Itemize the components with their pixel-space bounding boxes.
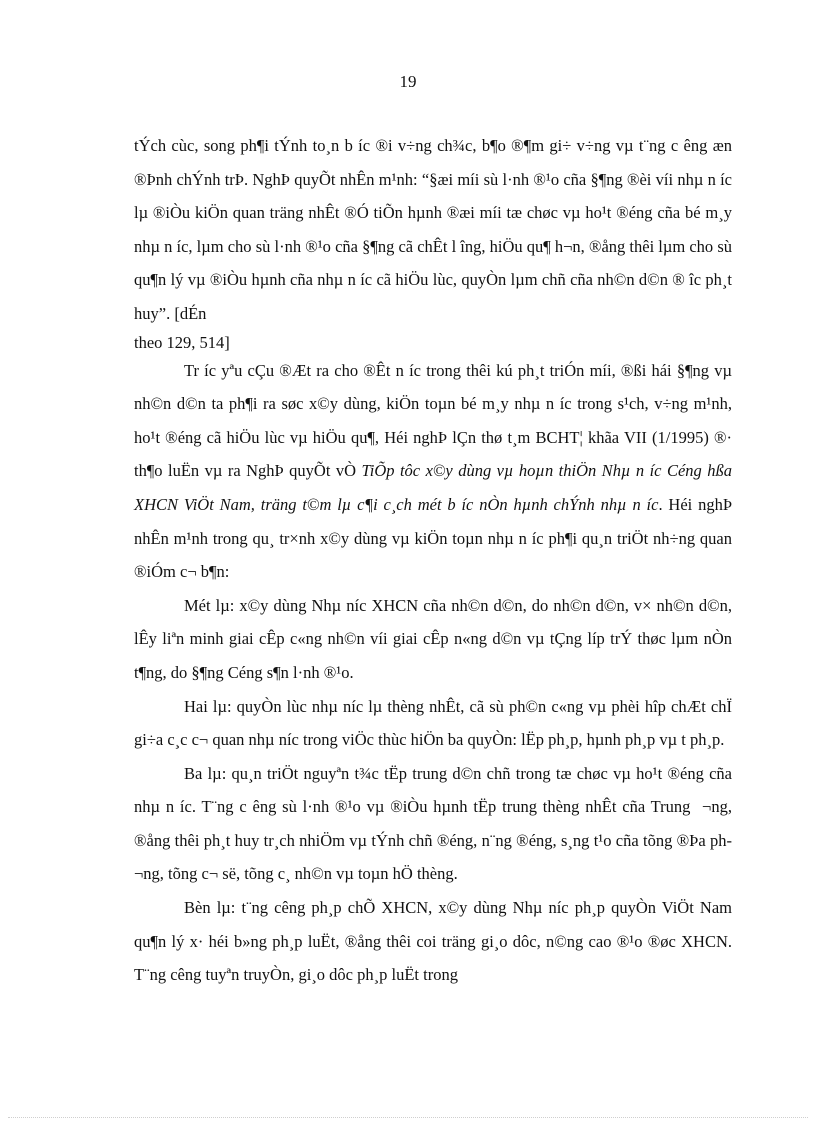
resolution-title: TiÕp tôc x©y dùng vµ hoµn thiÖn Nhµ n íc Céng hßa XHCN ViÖt Nam, träng t©m lµ c¶i c¸ch mét b íc nÒn hµnh chÝnh nhµ n íc: [134, 461, 732, 514]
paragraph-2-tail: . Héi nghÞ nhÊn m¹nh trong qu¸ tr×nh x©y dùng vµ kiÖn toµn nhµ n íc ph¶i qu¸n triÖt nh÷ng quan ®iÓm c¬ b¶n:: [134, 494, 732, 582]
citation-line: theo 129, 514]: [134, 332, 230, 352]
document-body: [134, 129, 732, 992]
page-number: 19: [399, 72, 417, 91]
paragraph-point-2: Hai lµ: quyÒn lùc nhµ níc lµ thèng nhÊt, cã sù ph©n c«ng vµ phèi hîp chÆt chÏ gi÷a c¸c c¬ quan nhµ níc trong viÖc thùc hiÖn ba quyÒn: lËp ph¸p, hµnh ph¸p vµ t ph¸p.: [134, 696, 732, 750]
paragraph-point-3: Ba lµ: qu¸n triÖt nguyªn t¾c tËp trung d©n chñ trong tæ chøc vµ ho¹t ®éng cña nhµ n íc. T¨ng c êng sù l·nh ®¹o vµ ®iÒu hµnh tËp trung thèng nhÊt cña Trung ¬ng, ®ång thêi ph¸t huy tr¸ch nhiÖm vµ tÝnh chñ ®éng, n¨ng ®éng, s¸ng t¹o cña tõng ®Þa ph ¬ng, tõng c¬ së, tõng c¸ nh©n vµ toµn hÖ thèng.: [134, 763, 732, 884]
page-bottom-border: [8, 1117, 808, 1118]
paragraph-point-1: Mét lµ: x©y dùng Nhµ níc XHCN cña nh©n d©n, do nh©n d©n, v× nh©n d©n, lÊy liªn minh giai cÊp c«ng nh©n víi giai cÊp n«ng d©n vµ tÇng líp trÝ thøc lµm nÒn t¶ng, do §¶ng Céng s¶n l·nh ®¹o.: [134, 595, 732, 682]
paragraph-point-4: Bèn lµ: t¨ng cêng ph¸p chÕ XHCN, x©y dùng Nhµ níc ph¸p quyÒn ViÖt Nam qu¶n lý x· héi b»ng ph¸p luËt, ®ång thêi coi träng gi¸o dôc, n©ng cao ®¹o ®øc XHCN. T¨ng cêng tuyªn truyÒn, gi¸o dôc ph¸p luËt trong: [134, 898, 732, 985]
paragraph-1: tÝch cùc, song ph¶i tÝnh to¸n b íc ®i v÷ng ch¾c, b¶o ®¶m gi÷ v÷ng vµ t¨ng c êng æn ®Þnh chÝnh trÞ. NghÞ quyÕt nhÊn m¹nh: “§æi míi sù l·nh ®¹o cña §¶ng ®èi víi nhµ n íc lµ ®iÒu kiÖn quan träng nhÊt ®Ó tiÕn hµnh ®æi míi tæ chøc vµ ho¹t ®éng cña bé m¸y nhµ n íc, lµm cho sù l·nh ®¹o cña §¶ng cã chÊt l îng, hiÖu qu¶ h¬n, ®ång thêi lµm cho sù qu¶n lý vµ ®iÒu hµnh cña nhµ n íc cã hiÖu lùc, quyÒn lµm chñ cña nh©n d©n ® îc ph¸t huy”. [dÉn: [134, 136, 732, 323]
paragraph-2: [134, 354, 732, 589]
paragraph-2-text: Tr íc yªu cÇu ®Æt ra cho ®Êt n íc trong thêi kú ph¸t triÓn míi, ®ßi hái §¶ng vµ nh©n d©n ta ph¶i ra søc x©y dùng, kiÖn toµn bé m¸y nhµ n íc trong s¹ch, v÷ng m¹nh, ho¹t ®éng cã hiÖu lùc vµ hiÖu qu¶, Héi nghÞ lÇn thø t¸m BCHT¦ khãa VII (1/1995) ®· th¶o luËn vµ ra NghÞ quyÕt vÒ: [134, 360, 732, 481]
